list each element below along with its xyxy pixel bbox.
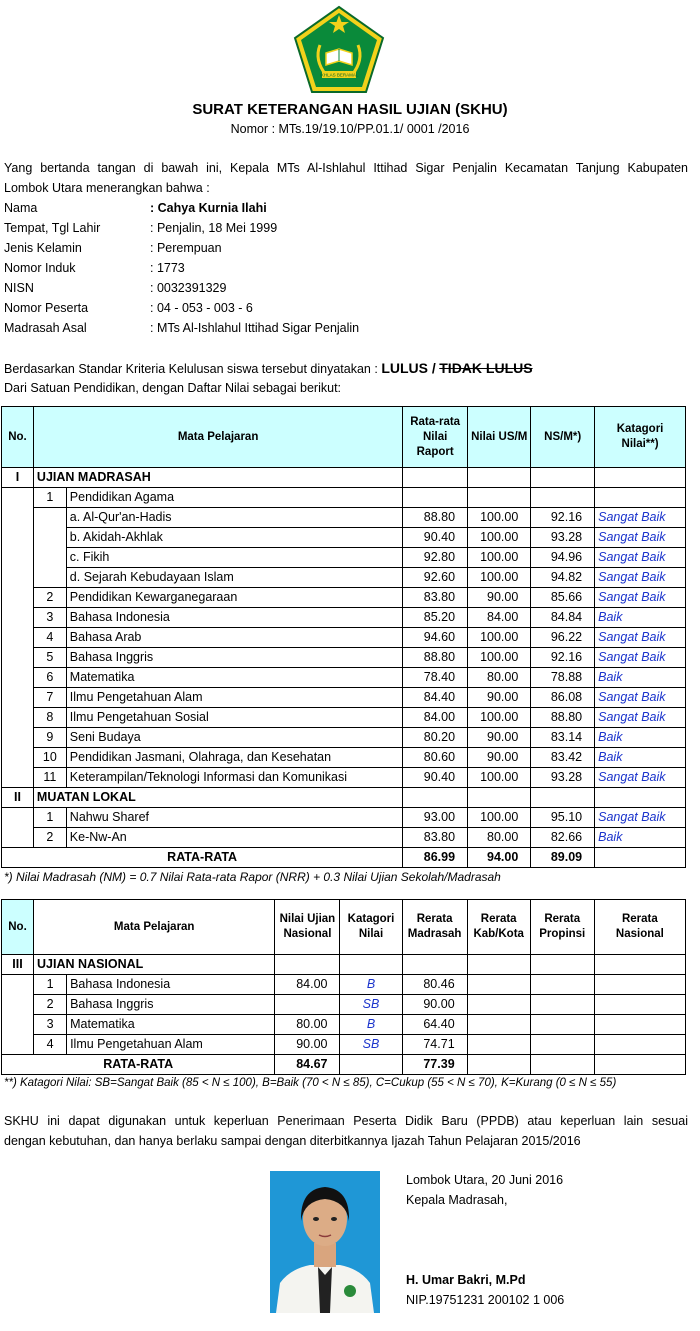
empty-cell — [467, 955, 530, 975]
header-nasional: Rerata Nasional — [594, 900, 685, 955]
row-raport: 80.20 — [403, 728, 468, 748]
table-row — [2, 1035, 686, 1055]
row-number: 2 — [34, 995, 67, 1015]
table-row — [2, 708, 686, 728]
empty-cell — [403, 468, 468, 488]
table-row — [2, 528, 686, 548]
row-raport: 84.40 — [403, 688, 468, 708]
row-nun: 90.00 — [275, 1035, 340, 1055]
student-value: : 1773 — [150, 261, 185, 275]
table-row — [2, 588, 686, 608]
empty-cell — [275, 955, 340, 975]
signature-role: Kepala Madrasah, — [406, 1193, 508, 1207]
empty-cell — [530, 1055, 594, 1075]
empty-cell — [468, 468, 531, 488]
row-kategori: Baik — [595, 728, 686, 748]
student-label: Nomor Induk — [4, 261, 76, 275]
result-tidak-lulus: TIDAK LULUS — [439, 360, 533, 376]
empty-cell — [468, 488, 531, 508]
row-subject: b. Akidah-Akhlak — [66, 528, 402, 548]
student-label: Nama — [4, 201, 38, 215]
student-label: Jenis Kelamin — [4, 241, 82, 255]
empty-cell — [33, 548, 66, 568]
empty-cell — [594, 975, 685, 995]
header-nsm: NS/M*) — [531, 407, 595, 468]
row-raport: 84.00 — [403, 708, 468, 728]
empty-cell — [2, 1035, 34, 1055]
header-usm: Nilai US/M — [468, 407, 531, 468]
row-kategori: Sangat Baik — [595, 688, 686, 708]
student-photo — [270, 1171, 380, 1313]
row-usm: 100.00 — [468, 628, 531, 648]
row-kategori: B — [340, 1015, 402, 1035]
empty-cell — [2, 768, 34, 788]
result-lulus: LULUS / — [381, 360, 436, 376]
empty-cell — [467, 995, 530, 1015]
row-usm: 84.00 — [468, 608, 531, 628]
empty-cell — [595, 468, 686, 488]
empty-cell — [467, 1035, 530, 1055]
row-madrasah: 90.00 — [402, 995, 467, 1015]
row-madrasah: 74.71 — [402, 1035, 467, 1055]
table-row — [2, 828, 686, 848]
row-kategori: Sangat Baik — [595, 768, 686, 788]
row-nsm: 84.84 — [531, 608, 595, 628]
row-nun — [275, 995, 340, 1015]
row-nsm: 88.80 — [531, 708, 595, 728]
row-kategori: Baik — [595, 748, 686, 768]
row-usm: 80.00 — [468, 668, 531, 688]
header-kabkota: Rerata Kab/Kota — [467, 900, 530, 955]
empty-cell — [594, 955, 685, 975]
student-label: Nomor Peserta — [4, 301, 89, 315]
table-row — [2, 995, 686, 1015]
average-label: RATA-RATA — [2, 1055, 275, 1075]
row-number: 5 — [33, 648, 66, 668]
average-madrasah: 77.39 — [402, 1055, 467, 1075]
result-line-2: Dari Satuan Pendidikan, dengan Daftar Nilai sebagai berikut: — [4, 381, 342, 395]
student-label: Tempat, Tgl Lahir — [4, 221, 101, 235]
row-usm: 90.00 — [468, 688, 531, 708]
row-usm: 100.00 — [468, 708, 531, 728]
grades-header-row — [2, 407, 686, 468]
header-madrasah: Rerata Madrasah — [402, 900, 467, 955]
row-usm: 100.00 — [468, 768, 531, 788]
row-number: 3 — [33, 608, 66, 628]
row-subject: d. Sejarah Kebudayaan Islam — [66, 568, 402, 588]
empty-cell — [33, 528, 66, 548]
row-number: 4 — [34, 1035, 67, 1055]
header-propinsi: Rerata Propinsi — [530, 900, 594, 955]
row-number: 7 — [33, 688, 66, 708]
row-nsm: 93.28 — [531, 768, 595, 788]
row-nsm: 82.66 — [531, 828, 595, 848]
empty-cell — [2, 728, 34, 748]
row-number: 3 — [34, 1015, 67, 1035]
kemenag-logo — [292, 5, 386, 95]
table-row — [2, 488, 686, 508]
empty-cell — [468, 788, 531, 808]
row-nsm: 85.66 — [531, 588, 595, 608]
signature-name: H. Umar Bakri, M.Pd — [406, 1273, 526, 1287]
table-row — [2, 628, 686, 648]
row-nun: 80.00 — [275, 1015, 340, 1035]
row-number: 6 — [33, 668, 66, 688]
empty-cell — [2, 995, 34, 1015]
empty-cell — [2, 828, 34, 848]
row-raport: 92.60 — [403, 568, 468, 588]
row-nsm: 86.08 — [531, 688, 595, 708]
empty-cell — [340, 955, 402, 975]
header-raport: Rata-rata Nilai Raport — [403, 407, 468, 468]
row-raport: 90.40 — [403, 768, 468, 788]
row-kategori: Baik — [595, 668, 686, 688]
row-nsm: 83.14 — [531, 728, 595, 748]
row-subject: Ilmu Pengetahuan Sosial — [66, 708, 402, 728]
grades-table — [1, 406, 686, 868]
header-mapel: Mata Pelajaran — [33, 407, 402, 468]
table-row — [2, 1015, 686, 1035]
national-exam-table — [1, 899, 686, 1075]
row-nsm: 92.16 — [531, 648, 595, 668]
row-usm: 100.00 — [468, 548, 531, 568]
row-subject: Seni Budaya — [66, 728, 402, 748]
row-kategori: Sangat Baik — [595, 708, 686, 728]
empty-cell — [594, 995, 685, 1015]
empty-cell — [403, 488, 468, 508]
row-usm: 80.00 — [468, 828, 531, 848]
empty-cell — [2, 568, 34, 588]
row-nsm: 94.82 — [531, 568, 595, 588]
empty-cell — [594, 1015, 685, 1035]
row-subject: Nahwu Sharef — [66, 808, 402, 828]
row-usm: 90.00 — [468, 728, 531, 748]
empty-cell — [2, 808, 34, 828]
empty-cell — [2, 528, 34, 548]
row-subject: Matematika — [67, 1015, 275, 1035]
table-row — [2, 508, 686, 528]
section-label: MUATAN LOKAL — [33, 788, 402, 808]
empty-cell — [467, 1055, 530, 1075]
empty-cell — [531, 488, 595, 508]
student-label: Madrasah Asal — [4, 321, 87, 335]
empty-cell — [33, 508, 66, 528]
empty-cell — [2, 748, 34, 768]
row-nsm: 78.88 — [531, 668, 595, 688]
row-nsm: 93.28 — [531, 528, 595, 548]
row-subject: Ilmu Pengetahuan Alam — [66, 688, 402, 708]
row-subject: Matematika — [66, 668, 402, 688]
row-kategori: Sangat Baik — [595, 808, 686, 828]
row-raport: 92.80 — [403, 548, 468, 568]
row-number: 1 — [33, 808, 66, 828]
row-kategori: B — [340, 975, 402, 995]
student-value: : Penjalin, 18 Mei 1999 — [150, 221, 278, 235]
row-nsm: 92.16 — [531, 508, 595, 528]
row-subject: c. Fikih — [66, 548, 402, 568]
average-nsm: 89.09 — [531, 848, 595, 868]
table-row — [2, 808, 686, 828]
student-value: : 0032391329 — [150, 281, 227, 295]
row-subject: Pendidikan Jasmani, Olahraga, dan Kesehatan — [66, 748, 402, 768]
section-row — [2, 955, 686, 975]
empty-cell — [531, 468, 595, 488]
closing-line-2: dengan kebutuhan, dan hanya berlaku sampai dengan diterbitkannya Ijazah Tahun Pelajaran 2015/2016 — [4, 1134, 581, 1148]
section-row — [2, 468, 686, 488]
empty-cell — [2, 688, 34, 708]
section-number: I — [2, 468, 34, 488]
result-statement — [4, 360, 533, 376]
row-number: 8 — [33, 708, 66, 728]
row-usm: 100.00 — [468, 528, 531, 548]
row-number: 4 — [33, 628, 66, 648]
average-label: RATA-RATA — [2, 848, 403, 868]
table-row — [2, 548, 686, 568]
row-usm: 100.00 — [468, 568, 531, 588]
footnote-1: *) Nilai Madrasah (NM) = 0.7 Nilai Rata-rata Rapor (NRR) + 0.3 Nilai Ujian Sekolah/Madrasah — [4, 870, 501, 884]
header-mapel: Mata Pelajaran — [34, 900, 275, 955]
empty-cell — [2, 628, 34, 648]
intro-line-2: Lombok Utara menerangkan bahwa : — [4, 181, 210, 195]
header-kategori: Katagori Nilai — [340, 900, 402, 955]
row-kategori: Sangat Baik — [595, 568, 686, 588]
row-raport: 83.80 — [403, 588, 468, 608]
row-raport: 94.60 — [403, 628, 468, 648]
empty-cell — [2, 548, 34, 568]
row-nsm: 83.42 — [531, 748, 595, 768]
row-nsm: 96.22 — [531, 628, 595, 648]
row-kategori: Sangat Baik — [595, 548, 686, 568]
row-usm: 90.00 — [468, 748, 531, 768]
empty-cell — [530, 1035, 594, 1055]
row-raport: 85.20 — [403, 608, 468, 628]
intro-line-1: Yang bertanda tangan di bawah ini, Kepala MTs Al-Ishlahul Ittihad Sigar Penjalin Kecamatan Tanjung Kabupaten — [4, 161, 688, 175]
empty-cell — [340, 1055, 402, 1075]
row-raport: 78.40 — [403, 668, 468, 688]
average-row — [2, 848, 686, 868]
row-kategori: Sangat Baik — [595, 528, 686, 548]
row-kategori: SB — [340, 995, 402, 1015]
signature-place-date: Lombok Utara, 20 Juni 2016 — [406, 1173, 564, 1187]
header-no: No. — [2, 407, 34, 468]
row-nsm: 95.10 — [531, 808, 595, 828]
row-usm: 100.00 — [468, 508, 531, 528]
empty-cell — [403, 788, 468, 808]
closing-line-1: SKHU ini dapat digunakan untuk keperluan Penerimaan Peserta Didik Baru (PPDB) atau keperluan lain sesuai — [4, 1114, 688, 1128]
table-row — [2, 728, 686, 748]
row-nsm: 94.96 — [531, 548, 595, 568]
student-value: : 04 - 053 - 003 - 6 — [150, 301, 253, 315]
average-usm: 94.00 — [468, 848, 531, 868]
student-value: : MTs Al-Ishlahul Ittihad Sigar Penjalin — [150, 321, 360, 335]
row-number: 1 — [33, 488, 66, 508]
average-row — [2, 1055, 686, 1075]
row-usm: 90.00 — [468, 588, 531, 608]
empty-cell — [530, 955, 594, 975]
student-name-value: : Cahya Kurnia Ilahi — [150, 201, 267, 215]
row-nun: 84.00 — [275, 975, 340, 995]
empty-cell — [2, 508, 34, 528]
row-number: 2 — [33, 588, 66, 608]
national-header-row — [2, 900, 686, 955]
table-row — [2, 975, 686, 995]
section-number: III — [2, 955, 34, 975]
row-subject: Keterampilan/Teknologi Informasi dan Komunikasi — [66, 768, 402, 788]
svg-text:IKHLAS BERAMAL: IKHLAS BERAMAL — [319, 72, 359, 78]
empty-cell — [594, 1035, 685, 1055]
row-subject: Bahasa Indonesia — [66, 608, 402, 628]
empty-cell — [33, 568, 66, 588]
row-kategori: Sangat Baik — [595, 628, 686, 648]
empty-cell — [595, 848, 686, 868]
row-raport: 80.60 — [403, 748, 468, 768]
row-subject: Pendidikan Agama — [66, 488, 402, 508]
table-row — [2, 668, 686, 688]
empty-cell — [531, 788, 595, 808]
empty-cell — [530, 995, 594, 1015]
section-number: II — [2, 788, 34, 808]
student-value: : Perempuan — [150, 241, 222, 255]
row-number: 11 — [33, 768, 66, 788]
table-row — [2, 568, 686, 588]
result-prefix: Berdasarkan Standar Kriteria Kelulusan siswa tersebut dinyatakan : — [4, 362, 378, 376]
row-raport: 83.80 — [403, 828, 468, 848]
empty-cell — [2, 648, 34, 668]
empty-cell — [594, 1055, 685, 1075]
row-number: 10 — [33, 748, 66, 768]
row-raport: 88.80 — [403, 508, 468, 528]
empty-cell — [595, 488, 686, 508]
row-usm: 100.00 — [468, 808, 531, 828]
row-kategori: Sangat Baik — [595, 588, 686, 608]
row-number: 1 — [34, 975, 67, 995]
row-subject: Ilmu Pengetahuan Alam — [67, 1035, 275, 1055]
table-row — [2, 688, 686, 708]
document-number: Nomor : MTs.19/19.10/PP.01.1/ 0001 /2016 — [230, 122, 470, 136]
row-number: 2 — [33, 828, 66, 848]
empty-cell — [467, 1015, 530, 1035]
footnote-2: **) Katagori Nilai: SB=Sangat Baik (85 < N ≤ 100), B=Baik (70 < N ≤ 85), C=Cukup (55 < N ≤ 70), K=Kurang (0 ≤ N ≤ 55) — [4, 1077, 617, 1089]
row-subject: Ke-Nw-An — [66, 828, 402, 848]
empty-cell — [2, 608, 34, 628]
row-subject: Pendidikan Kewarganegaraan — [66, 588, 402, 608]
section-label: UJIAN MADRASAH — [33, 468, 402, 488]
row-subject: Bahasa Indonesia — [67, 975, 275, 995]
row-kategori: Sangat Baik — [595, 648, 686, 668]
table-row — [2, 748, 686, 768]
empty-cell — [595, 788, 686, 808]
empty-cell — [2, 488, 34, 508]
empty-cell — [467, 975, 530, 995]
header-no: No. — [2, 900, 34, 955]
document-title: SURAT KETERANGAN HASIL UJIAN (SKHU) — [192, 101, 508, 118]
row-subject: Bahasa Arab — [66, 628, 402, 648]
empty-cell — [2, 588, 34, 608]
student-label: NISN — [4, 281, 34, 295]
row-kategori: Sangat Baik — [595, 508, 686, 528]
table-row — [2, 608, 686, 628]
header-nun: Nilai Ujian Nasional — [275, 900, 340, 955]
header-kategori: Katagori Nilai**) — [595, 407, 686, 468]
row-number: 9 — [33, 728, 66, 748]
signature-nip: NIP.19751231 200102 1 006 — [406, 1293, 565, 1307]
average-raport: 86.99 — [403, 848, 468, 868]
empty-cell — [530, 975, 594, 995]
empty-cell — [530, 1015, 594, 1035]
row-subject: a. Al-Qur'an-Hadis — [66, 508, 402, 528]
table-row — [2, 768, 686, 788]
row-subject: Bahasa Inggris — [66, 648, 402, 668]
empty-cell — [2, 1015, 34, 1035]
section-row — [2, 788, 686, 808]
row-raport: 88.80 — [403, 648, 468, 668]
table-row — [2, 648, 686, 668]
row-madrasah: 80.46 — [402, 975, 467, 995]
average-nun: 84.67 — [275, 1055, 340, 1075]
row-subject: Bahasa Inggris — [67, 995, 275, 1015]
row-usm: 100.00 — [468, 648, 531, 668]
row-madrasah: 64.40 — [402, 1015, 467, 1035]
empty-cell — [402, 955, 467, 975]
row-kategori: Baik — [595, 608, 686, 628]
empty-cell — [2, 975, 34, 995]
row-kategori: SB — [340, 1035, 402, 1055]
row-kategori: Baik — [595, 828, 686, 848]
section-label: UJIAN NASIONAL — [34, 955, 275, 975]
row-raport: 90.40 — [403, 528, 468, 548]
row-raport: 93.00 — [403, 808, 468, 828]
empty-cell — [2, 668, 34, 688]
empty-cell — [2, 708, 34, 728]
